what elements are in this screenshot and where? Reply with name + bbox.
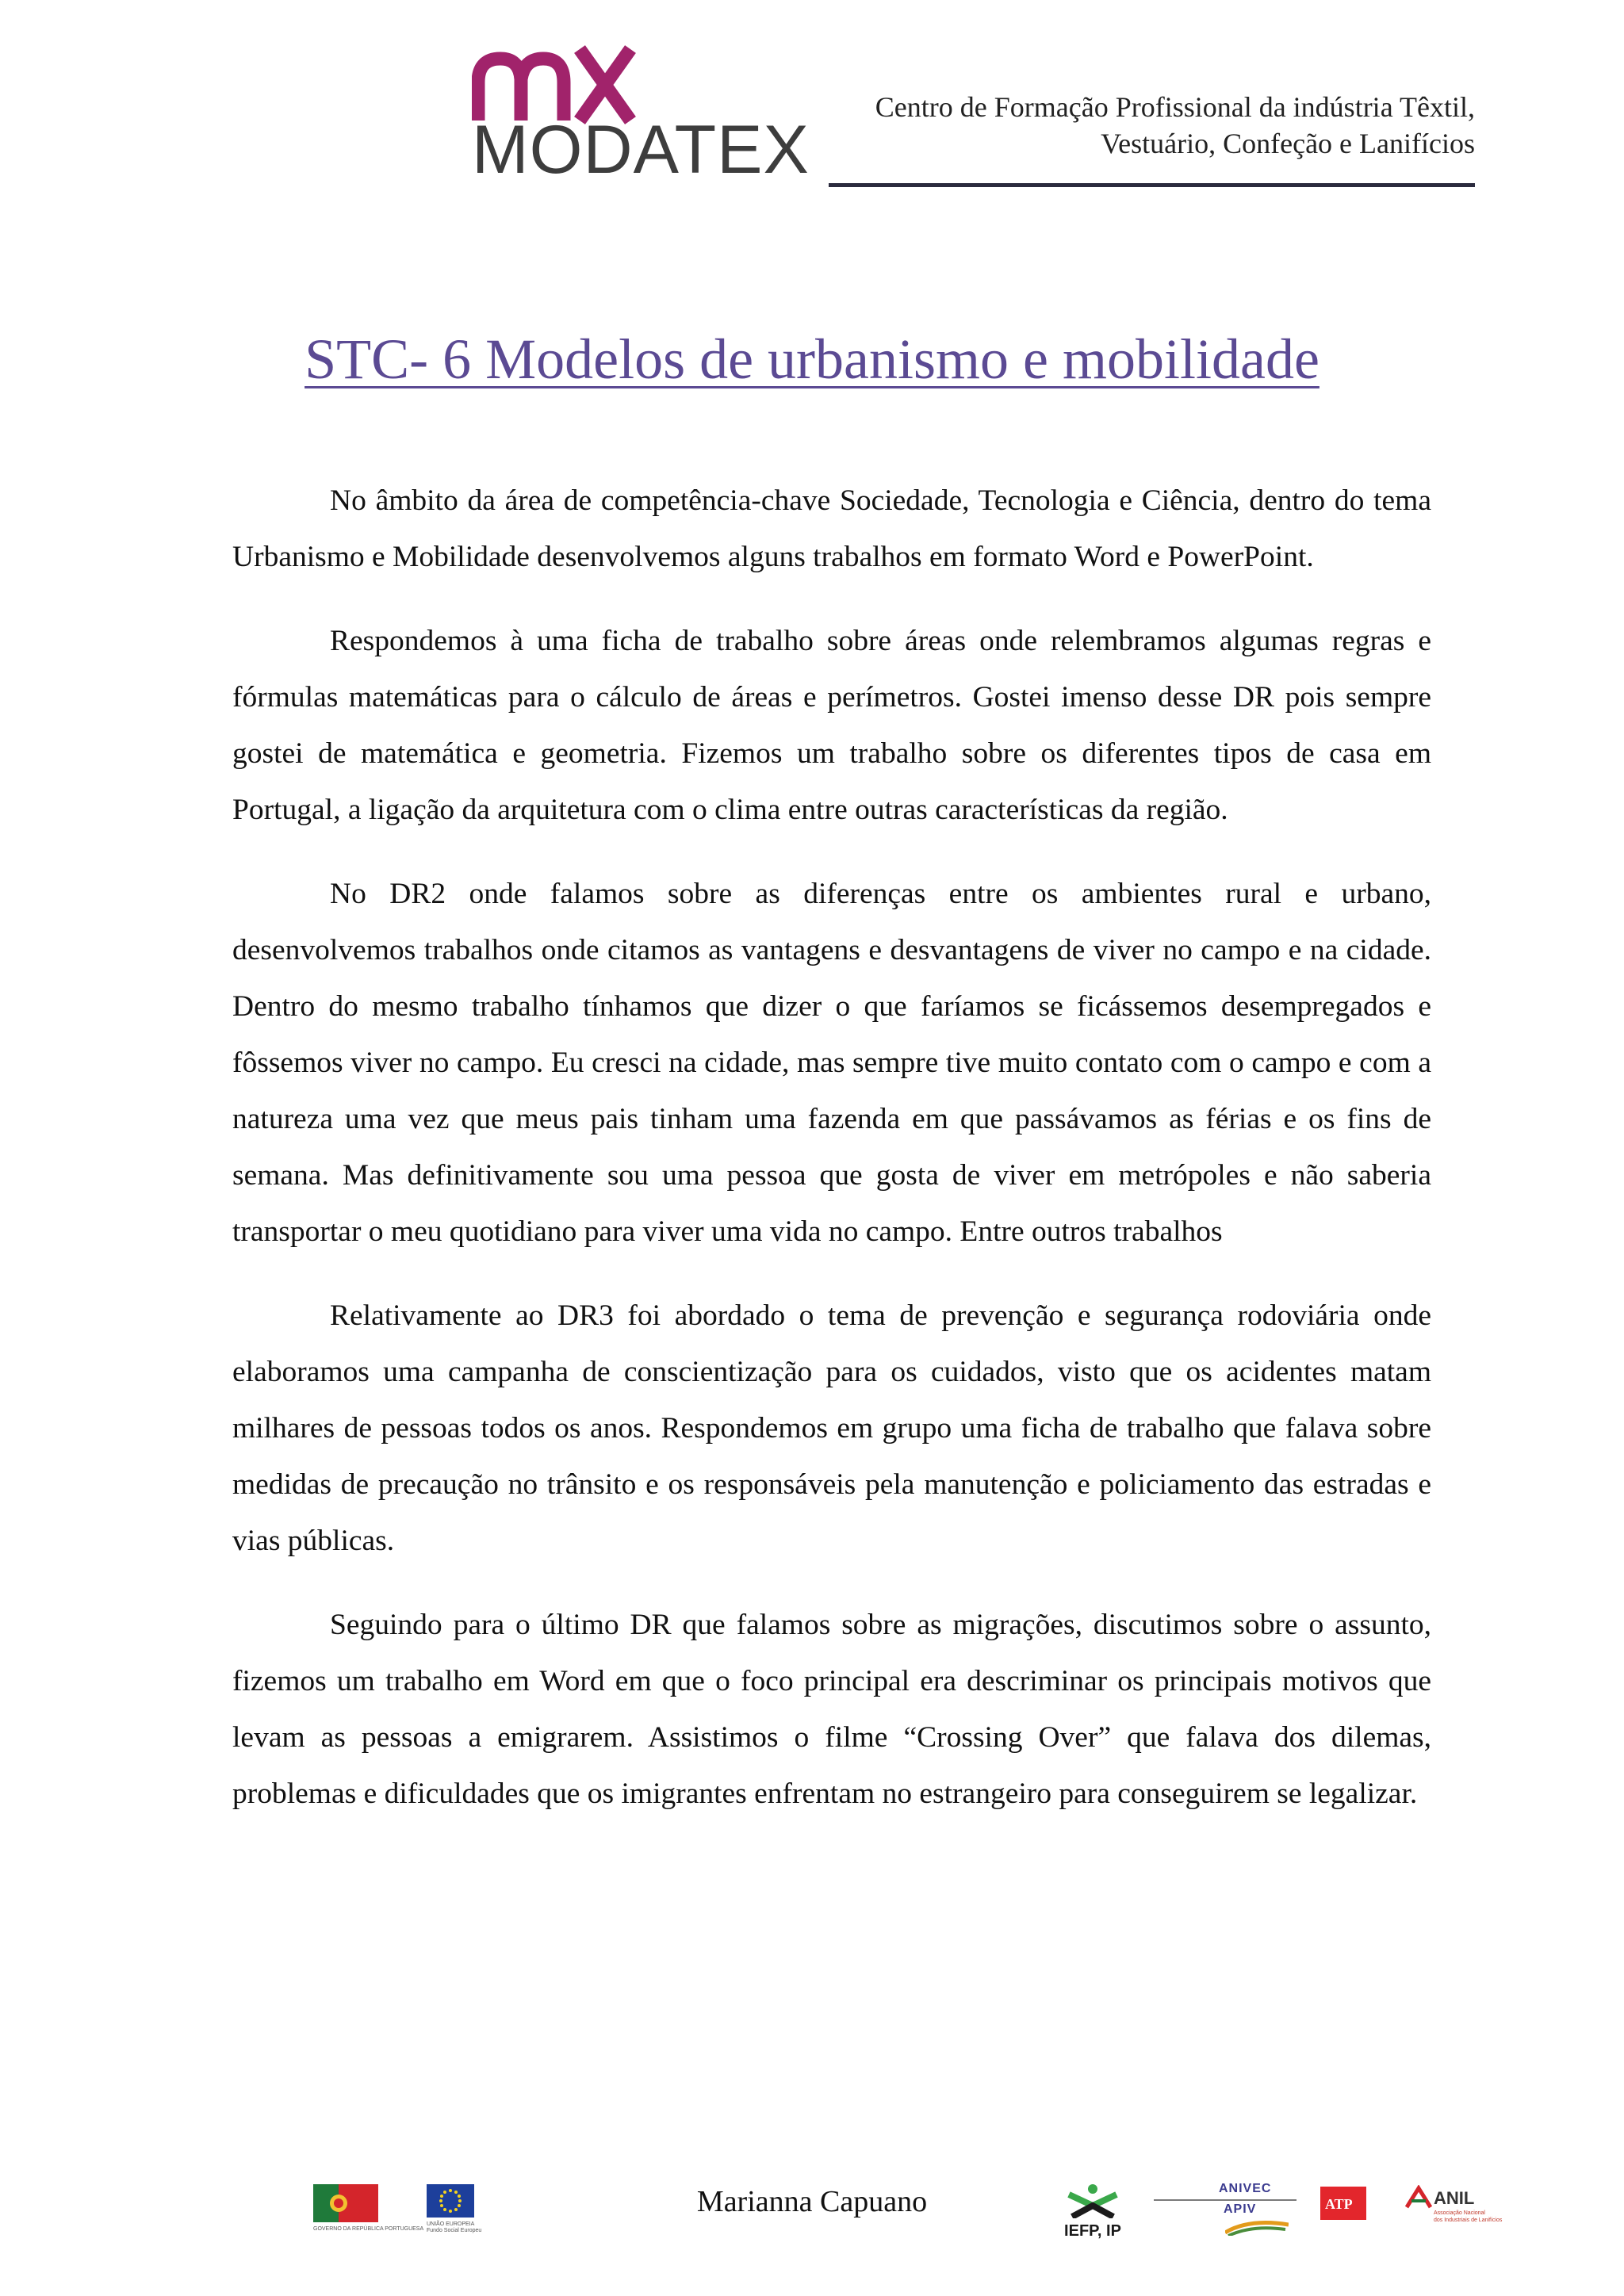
eu-text-line1: UNIÃO EUROPEIA: [427, 2221, 475, 2227]
anil-sub2: dos Industriais de Lanifícios: [1434, 2218, 1503, 2223]
paragraph-dr3: Relativamente ao DR3 foi abordado o tema de prevenção e segurança rodoviária onde elaboramos uma campanha de conscientização para os cuidados, visto que os acidentes matam milhares de pessoas todos os anos. Respondemos em grupo uma ficha de trabalho que falava sobre medidas de precaução no trânsito e os responsáveis pela manutenção e policiamento das estradas e vias públicas.: [232, 1299, 1431, 1557]
anil-logo: [1405, 2185, 1524, 2233]
eu-text-line2: Fundo Social Europeu: [427, 2228, 482, 2233]
modatex-logo: [472, 41, 810, 188]
iefp-logo: [1061, 2182, 1124, 2239]
atp-block: [1320, 2187, 1366, 2220]
paragraph-intro: No âmbito da área de competência-chave Sociedade, Tecnologia e Ciência, dentro do tema Urbanismo e Mobilidade desenvolvemos alguns trabalhos em formato Word e PowerPoint.: [232, 484, 1431, 573]
portugal-flag-icon: [313, 2184, 378, 2222]
anil-mark-icon: [1405, 2185, 1432, 2209]
iefp-mark-icon: [1061, 2182, 1124, 2218]
anil-text: ANIL: [1434, 2188, 1475, 2208]
document-body: [232, 473, 1431, 1850]
gov-portugal-text: GOVERNO DA REPÚBLICA PORTUGUESA: [313, 2226, 424, 2232]
gov-portugal-logo: [313, 2184, 424, 2232]
eu-logo: [427, 2184, 514, 2232]
organization-name: [761, 89, 1475, 162]
paragraph-dr2: No DR2 onde falamos sobre as diferenças entre os ambientes rural e urbano, desenvolvemos trabalhos onde citamos as vantagens e desvantagens de viver no campo e na cidade. Dentro do mesmo trabalho tínhamos que dizer o que faríamos se ficássemos desempregados e fôssemos viver no campo. Eu cresci na cidade, mas sempre tive muito contato com o campo e com a natureza uma vez que meus pais tinham uma fazenda em que passávamos as férias e os fins de semana. Mas definitivamente sou uma pessoa que gosta de viver em metrópoles e não saberia transportar o meu quotidiano para viver uma vida no campo. Entre outros trabalhos: [232, 878, 1431, 1248]
atp-logo: [1320, 2187, 1368, 2230]
anivec-text: ANIVEC: [1219, 2182, 1272, 2195]
paragraph-dr1: Respondemos à uma ficha de trabalho sobre áreas onde relembramos algumas regras e fórmulas matemáticas para o cálculo de áreas e perímetros. Gostei imenso desse DR pois sempre gostei de matemática e geometria. Fizemos um trabalho sobre os diferentes tipos de casa em Portugal, a ligação da arquitetura com o clima entre outras características da região.: [232, 625, 1431, 826]
anivec-swoosh-icon: [1225, 2218, 1289, 2236]
anivec-rule: [1154, 2199, 1297, 2201]
header-divider: [829, 183, 1475, 187]
organization-line-1: Centro de Formação Profissional da indústria Têxtil,: [875, 91, 1475, 123]
page-title: STC- 6 Modelos de urbanismo e mobilidade: [304, 327, 1320, 391]
atp-text: ATP: [1325, 2196, 1353, 2212]
footer-author: Marianna Capuano: [696, 2185, 928, 2218]
anil-sub1: Associação Nacional: [1434, 2210, 1485, 2216]
modatex-wordmark: MODATEX: [472, 112, 810, 188]
iefp-text: IEFP, IP: [1064, 2222, 1121, 2240]
eu-flag-icon: [427, 2184, 474, 2218]
anivec-apiv-logo: [1154, 2182, 1297, 2237]
paragraph-dr4: Seguindo para o último DR que falamos sobre as migrações, discutimos sobre o assunto, fizemos um trabalho em Word em que o foco principal era descriminar os principais motivos que levam as pessoas a emigrarem. Assistimos o filme “Crossing Over” que falava dos dilemas, problemas e dificuldades que os imigrantes enfrentam no estrangeiro para conseguirem se legalizar.: [232, 1609, 1431, 1810]
organization-line-2: Vestuário, Confeção e Lanifícios: [1101, 128, 1475, 159]
apiv-text: APIV: [1224, 2202, 1257, 2216]
